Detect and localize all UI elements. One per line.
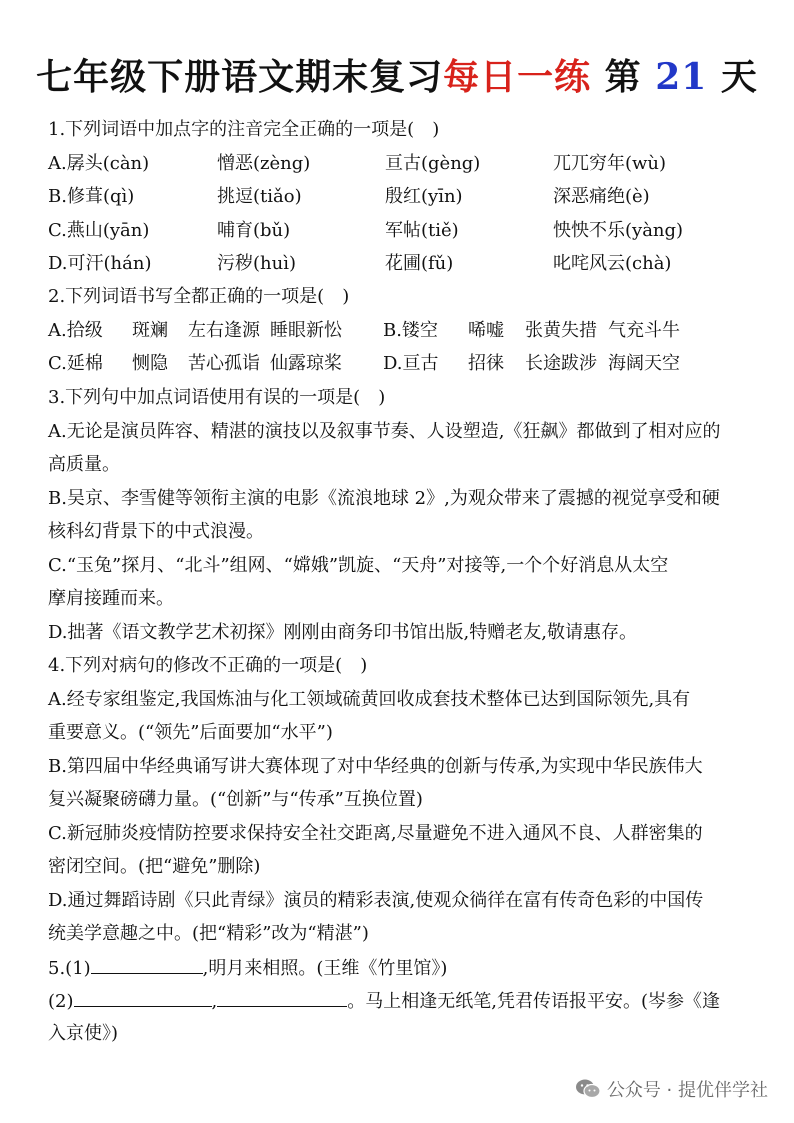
q2-a-word-3: 左右逢源 <box>188 320 260 341</box>
q3-line-4: 核科幻背景下的中式浪漫。 <box>48 521 264 542</box>
title-day-prefix: 第 <box>604 56 642 98</box>
question-3-stem: 3.下列句中加点词语使用有误的一项是( ) <box>48 387 386 408</box>
q3-line-3: B.吴京、李雪健等领衔主演的电影《流浪地球 2》,为观众带来了震撼的视觉享受和硬 <box>48 488 720 509</box>
q1-option-a-3: 亘古(gèng) <box>385 153 481 174</box>
q4-line-7: D.通过舞蹈诗剧《只此青绿》演员的精彩表演,使观众徜徉在富有传奇色彩的中国传 <box>48 890 704 911</box>
question-5-part-2 <box>48 988 720 1015</box>
q4-line-5: C.新冠肺炎疫情防控要求保持安全社交距离,尽量避免不进入通风不良、人群密集的 <box>48 823 703 844</box>
q1-option-a-2: 憎恶(zèng) <box>217 153 311 174</box>
q5-p2-prefix: (2) <box>48 991 74 1012</box>
q3-line-5: C.“玉兔”探月、“北斗”组网、“嫦娥”凯旋、“天舟”对接等,一个个好消息从太空 <box>48 555 669 576</box>
q2-d-word-4: 海阔天空 <box>608 353 680 374</box>
q5-p1-suffix: ,明月来相照。(王维《竹里馆》) <box>202 958 448 979</box>
q2-c-word-3: 苦心孤诣 <box>188 353 260 374</box>
q2-a-word-4: 睡眼新忪 <box>270 320 342 341</box>
q1-option-c-3: 军帖(tiě) <box>385 220 459 241</box>
title-day-number: 21 <box>655 56 708 98</box>
q1-option-b-4: 深恶痛绝(è) <box>553 186 650 207</box>
wechat-icon <box>575 1078 601 1100</box>
q2-b-word-4: 气充斗牛 <box>608 320 680 341</box>
q4-line-2: 重要意义。(“领先”后面要加“水平”) <box>48 722 333 743</box>
question-2-stem: 2.下列词语书写全都正确的一项是( ) <box>48 286 350 307</box>
answer-blank-1[interactable] <box>91 955 203 974</box>
q1-option-c-1: C.燕山(yān) <box>48 220 150 241</box>
answer-blank-3[interactable] <box>217 988 347 1007</box>
question-5-part-1 <box>48 955 447 982</box>
q5-p2-suffix: 。马上相逢无纸笔,凭君传语报平安。(岑参《逢 <box>347 991 720 1012</box>
q1-option-d-3: 花圃(fǔ) <box>385 253 454 274</box>
title-main: 七年级下册语文期末复习 <box>36 56 444 98</box>
q2-b-word-1: B.镂空 <box>383 320 438 341</box>
q4-line-6: 密闭空间。(把“避免”删除) <box>48 856 261 877</box>
q1-option-c-2: 哺育(bǔ) <box>217 220 291 241</box>
q2-b-word-3: 张黄失措 <box>525 320 597 341</box>
title-day-suffix: 天 <box>720 56 758 98</box>
q2-a-word-2: 斑斓 <box>132 320 168 341</box>
q2-c-word-1: C.延棉 <box>48 353 103 374</box>
q2-d-word-1: D.亘古 <box>383 353 439 374</box>
q1-option-a-1: A.孱头(càn) <box>48 153 150 174</box>
q4-line-1: A.经专家组鉴定,我国炼油与化工领域硫黄回收成套技术整体已达到国际领先,具有 <box>48 689 691 710</box>
page-title <box>0 52 794 102</box>
q2-a-word-1: A.拾级 <box>48 320 103 341</box>
q4-line-8: 统美学意趣之中。(把“精彩”改为“精湛”) <box>48 923 369 944</box>
answer-blank-2[interactable] <box>74 988 212 1007</box>
q5-p2-middle: , <box>211 991 218 1012</box>
q4-line-4: 复兴凝聚磅礴力量。(“创新”与“传承”互换位置) <box>48 789 423 810</box>
q1-option-b-2: 挑逗(tiǎo) <box>217 186 302 207</box>
q5-p1-prefix: 5.(1) <box>48 958 91 979</box>
q2-b-word-2: 唏嘘 <box>468 320 504 341</box>
watermark-text: 公众号 · 提优伴学社 <box>606 1080 768 1101</box>
q2-c-word-4: 仙露琼桨 <box>270 353 342 374</box>
q3-line-7: D.拙著《语文教学艺术初探》刚刚由商务印书馆出版,特赠老友,敬请惠存。 <box>48 622 637 643</box>
q2-c-word-2: 恻隐 <box>132 353 168 374</box>
q4-line-3: B.第四届中华经典诵写讲大赛体现了对中华经典的创新与传承,为实现中华民族伟大 <box>48 756 703 777</box>
q1-option-b-3: 殷红(yīn) <box>385 186 463 207</box>
question-4-stem: 4.下列对病句的修改不正确的一项是( ) <box>48 655 368 676</box>
watermark <box>575 1076 768 1102</box>
q2-d-word-3: 长途跋涉 <box>525 353 597 374</box>
q1-option-b-1: B.修葺(qì) <box>48 186 135 207</box>
q1-option-d-2: 污秽(huì) <box>217 253 296 274</box>
q3-line-1: A.无论是演员阵容、精湛的演技以及叙事节奏、人设塑造,《狂飙》都做到了相对应的 <box>48 421 721 442</box>
q3-line-2: 高质量。 <box>48 454 120 475</box>
q1-option-d-1: D.可汗(hán) <box>48 253 152 274</box>
q1-option-c-4: 怏怏不乐(yàng) <box>553 220 684 241</box>
q2-d-word-2: 招徕 <box>468 353 504 374</box>
title-highlight: 每日一练 <box>443 56 592 98</box>
question-1-stem: 1.下列词语中加点字的注音完全正确的一项是( ) <box>48 119 440 140</box>
q1-option-a-4: 兀兀穷年(wù) <box>553 153 667 174</box>
q3-line-6: 摩肩接踵而来。 <box>48 588 174 609</box>
q1-option-d-4: 叱咤风云(chà) <box>553 253 672 274</box>
q5-p2-continuation: 入京使》) <box>48 1023 119 1044</box>
